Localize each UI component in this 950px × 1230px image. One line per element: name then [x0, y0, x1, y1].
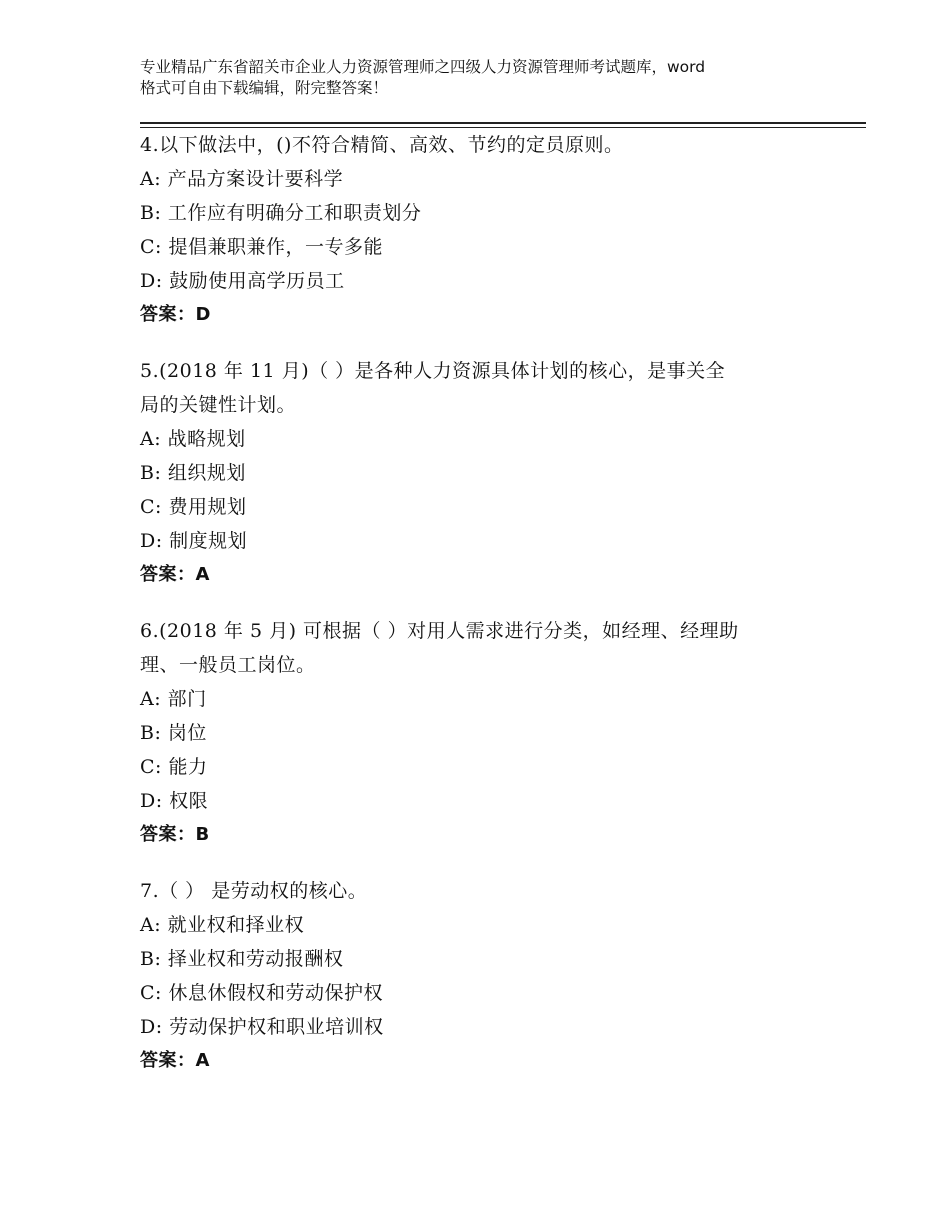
question-7 [140, 874, 820, 1078]
header-line-2: 格式可自由下载编辑，附完整答案！ [140, 79, 389, 97]
option-c: C: 提倡兼职兼作，一专多能 [140, 236, 383, 258]
question-stem: 4.以下做法中，()不符合精简、高效、节约的定员原则。 [140, 134, 624, 156]
answer-label: 答案：A [140, 1050, 210, 1071]
option-a: A: 产品方案设计要科学 [140, 168, 344, 190]
answer-label: 答案：B [140, 824, 210, 845]
option-a: A: 部门 [140, 688, 207, 710]
option-a: A: 战略规划 [140, 428, 246, 450]
question-list [140, 128, 820, 1100]
option-c: C: 能力 [140, 756, 208, 778]
question-5 [140, 354, 820, 592]
question-stem-continued: 局的关键性计划。 [140, 394, 297, 416]
option-b: B: 择业权和劳动报酬权 [140, 948, 344, 970]
answer-label: 答案：A [140, 564, 210, 585]
option-d: D: 权限 [140, 790, 209, 812]
document-header [140, 57, 840, 99]
option-b: B: 岗位 [140, 722, 207, 744]
option-d: D: 鼓励使用高学历员工 [140, 270, 345, 292]
option-a: A: 就业权和择业权 [140, 914, 305, 936]
option-c: C: 费用规划 [140, 496, 247, 518]
question-stem-continued: 理、一般员工岗位。 [140, 654, 316, 676]
option-d: D: 劳动保护权和职业培训权 [140, 1016, 384, 1038]
option-b: B: 组织规划 [140, 462, 246, 484]
header-divider-thick [140, 122, 866, 124]
answer-label: 答案：D [140, 304, 211, 325]
option-d: D: 制度规划 [140, 530, 248, 552]
option-c: C: 休息休假权和劳动保护权 [140, 982, 383, 1004]
header-line-1: 专业精品广东省韶关市企业人力资源管理师之四级人力资源管理师考试题库，word [140, 58, 706, 76]
question-6 [140, 614, 820, 852]
question-4 [140, 128, 820, 332]
question-stem: 7.（ ） 是劳动权的核心。 [140, 880, 368, 902]
option-b: B: 工作应有明确分工和职责划分 [140, 202, 422, 224]
question-stem: 5.(2018 年 11 月)（ ）是各种人力资源具体计划的核心，是事关全 [140, 360, 726, 382]
question-stem: 6.(2018 年 5 月) 可根据（ ）对用人需求进行分类，如经理、经理助 [140, 620, 739, 642]
